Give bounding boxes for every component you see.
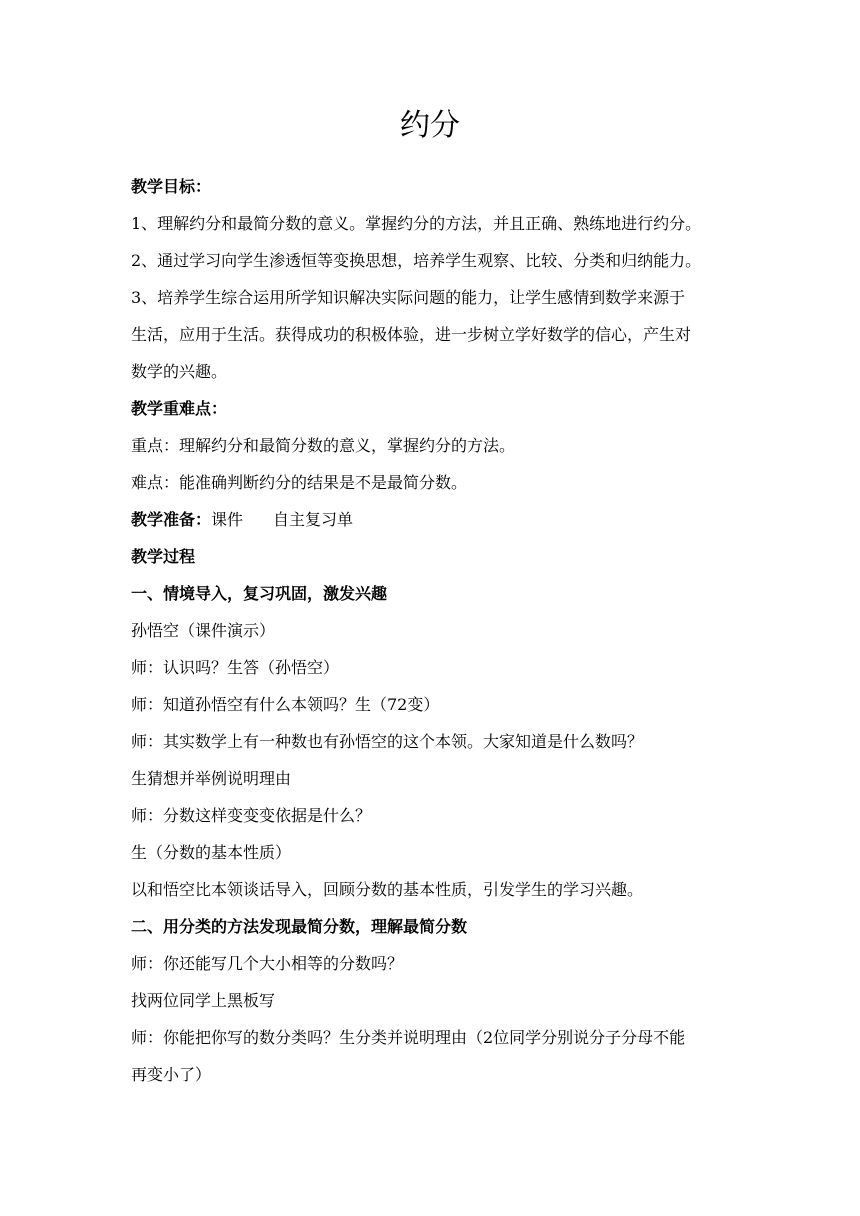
paragraph-line: 难点：能准确判断约分的结果是不是最简分数。 [131, 473, 468, 492]
section-heading: 一、情境导入，复习巩固，激发兴趣 [131, 584, 388, 603]
paragraph-line: 师：其实数学上有一种数也有孙悟空的这个本领。大家知道是什么数吗？ [131, 732, 644, 751]
paragraph-line: 生活，应用于生活。获得成功的积极体验，进一步树立学好数学的信心，产生对 [131, 325, 692, 344]
paragraph-line: 3、培养学生综合运用所学知识解决实际问题的能力，让学生感情到数学来源于 [131, 288, 686, 307]
paragraph-line: 1、理解约分和最简分数的意义。掌握约分的方法，并且正确、熟练地进行约分。 [131, 214, 702, 233]
paragraph-line: 生猜想并举例说明理由 [131, 769, 292, 788]
paragraph-line: 孙悟空（课件演示） [131, 621, 276, 640]
section-heading: 教学目标： [131, 177, 212, 196]
paragraph-line: 以和悟空比本领谈话导入，回顾分数的基本性质，引发学生的学习兴趣。 [131, 880, 644, 899]
document-body [131, 168, 741, 1093]
section-heading: 教学重难点： [131, 399, 228, 418]
section-heading: 教学过程 [131, 547, 196, 566]
paragraph-line: 再变小了） [131, 1065, 212, 1084]
paragraph-line: 师：分数这样变变变依据是什么？ [131, 806, 372, 825]
paragraph-line: 数学的兴趣。 [131, 362, 228, 381]
teaching-prep-item: 自主复习单 [273, 510, 354, 529]
teaching-prep-item: 课件 [211, 510, 244, 529]
paragraph-line: 生（分数的基本性质） [131, 843, 292, 862]
section-heading: 二、用分类的方法发现最简分数，理解最简分数 [131, 917, 468, 936]
paragraph-line: 师：你能把你写的数分类吗？生分类并说明理由（2位同学分别说分子分母不能 [131, 1028, 686, 1047]
paragraph-line: 2、通过学习向学生渗透恒等变换思想，培养学生观察、比较、分类和归纳能力。 [131, 251, 702, 270]
paragraph-line: 师：知道孙悟空有什么本领吗？生（72变） [131, 695, 440, 714]
paragraph-line: 重点：理解约分和最简分数的意义，掌握约分的方法。 [131, 436, 516, 455]
document-title: 约分 [400, 108, 460, 143]
teaching-prep-line [131, 501, 741, 538]
paragraph-line: 师：认识吗？生答（孙悟空） [131, 658, 340, 677]
teaching-prep-label: 教学准备： [131, 510, 212, 529]
paragraph-line: 找两位同学上黑板写 [131, 991, 276, 1010]
paragraph-line: 师：你还能写几个大小相等的分数吗？ [131, 954, 404, 973]
